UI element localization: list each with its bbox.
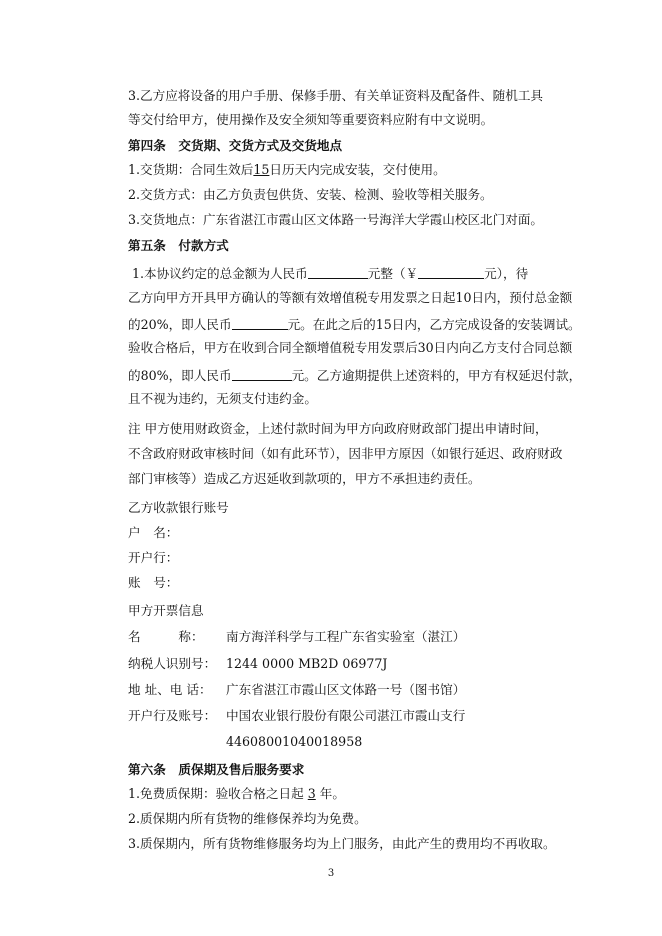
invoice-tax-value: 1244 0000 MB2D 06977J [226, 656, 388, 671]
payment-total-suffix: 元），待 [484, 266, 529, 281]
delivery-place: 3.交货地点：广东省湛江市霞山区文体路一号海洋大学霞山校区北门对面。 [128, 212, 544, 227]
final-prefix: 的80%，即人民币 [128, 368, 232, 383]
blank-total-yen [418, 264, 484, 279]
delivery-method: 2.交货方式：由乙方负责包供货、安装、检测、验收等相关服务。 [128, 187, 493, 202]
payment-total-mid: 元整（￥ [367, 266, 419, 281]
warranty-free-maintenance: 2.质保期内所有货物的维修保养均为免费。 [128, 811, 367, 826]
invoice-name-row [128, 629, 465, 645]
delivery-period [128, 162, 446, 178]
advance-prefix: 的20%，即人民币 [128, 317, 232, 332]
bank-info-title: 乙方收款银行账号 [128, 500, 229, 515]
bank-holder: 户 名： [128, 525, 179, 540]
invoice-name-value: 南方海洋科学与工程广东省实验室（湛江） [226, 629, 466, 644]
warranty-suffix: 年。 [319, 786, 345, 801]
payment-total-prefix: 1.本协议约定的总金额为人民币 [132, 266, 308, 281]
payment-advance-amount [128, 315, 581, 333]
invoice-bank-row [128, 708, 465, 724]
invoice-name-label: 名 称： [128, 629, 204, 644]
note-line-2: 不含政府财政审核时间（如有此环节），因非甲方原因（如银行延迟、政府财政 [128, 446, 563, 461]
warranty-years: 3 [307, 786, 316, 801]
invoice-info-title: 甲方开票信息 [128, 603, 204, 618]
delivery-days: 15 [253, 162, 270, 177]
invoice-address-label: 地 址、电 话： [128, 682, 212, 697]
delivery-period-prefix: 1.交货期：合同生效后 [128, 162, 254, 177]
invoice-account-number: 44608001040018958 [226, 734, 363, 749]
bank-branch: 开户行： [128, 550, 179, 565]
warranty-prefix: 1.免费质保期：验收合格之日起 [128, 786, 304, 801]
blank-final-rmb [232, 366, 292, 381]
heading-article-5: 第五条 付款方式 [128, 238, 229, 253]
payment-final-amount [128, 366, 581, 384]
warranty-period [128, 786, 345, 802]
warranty-onsite-service: 3.质保期内，所有货物维修服务均为上门服务，由此产生的费用均不再收取。 [128, 836, 556, 851]
invoice-tax-row [128, 656, 387, 672]
final-suffix: 元。乙方逾期提供上述资料的，甲方有权延迟付款， [291, 368, 582, 383]
heading-article-6: 第六条 质保期及售后服务要求 [128, 762, 305, 777]
invoice-bank-value: 中国农业银行股份有限公司湛江市霞山支行 [226, 708, 466, 723]
payment-final: 验收合格后，甲方在收到合同全额增值税专用发票后30日内向乙方支付合同总额 [128, 340, 573, 355]
note-line-3: 部门审核等）造成乙方迟延收到款项的，甲方不承担违约责任。 [128, 471, 481, 486]
payment-total [132, 264, 528, 282]
blank-total-rmb [308, 264, 368, 279]
invoice-tax-label: 纳税人识别号： [128, 656, 217, 671]
para-delivery-docs: 3.乙方应将设备的用户手册、保修手册、有关单证资料及配备件、随机工具 [128, 88, 544, 103]
heading-article-4: 第四条 交货期、交货方式及交货地点 [128, 138, 343, 153]
note-line-1: 注 甲方使用财政资金，上述付款时间为甲方向政府财政部门提出申请时间， [128, 421, 548, 436]
delivery-period-suffix: 日历天内完成安装，交付使用。 [269, 162, 446, 177]
invoice-address-row [128, 682, 465, 698]
advance-suffix: 元。在此之后的15日内，乙方完成设备的安装调试。 [287, 317, 581, 332]
page-number: 3 [327, 868, 335, 879]
blank-advance-rmb [232, 315, 288, 330]
bank-account: 账 号： [128, 575, 179, 590]
invoice-bank-label: 开户行及账号： [128, 708, 217, 723]
payment-advance: 乙方向甲方开具甲方确认的等额有效增值税专用发票之日起10日内，预付总金额 [128, 290, 573, 305]
payment-no-penalty: 且不视为违约，无须支付违约金。 [128, 391, 317, 406]
para-delivery-docs-cont: 等交付给甲方，使用操作及安全须知等重要资料应附有中文说明。 [128, 112, 494, 127]
invoice-address-value: 广东省湛江市霞山区文体路一号（图书馆） [226, 682, 466, 697]
